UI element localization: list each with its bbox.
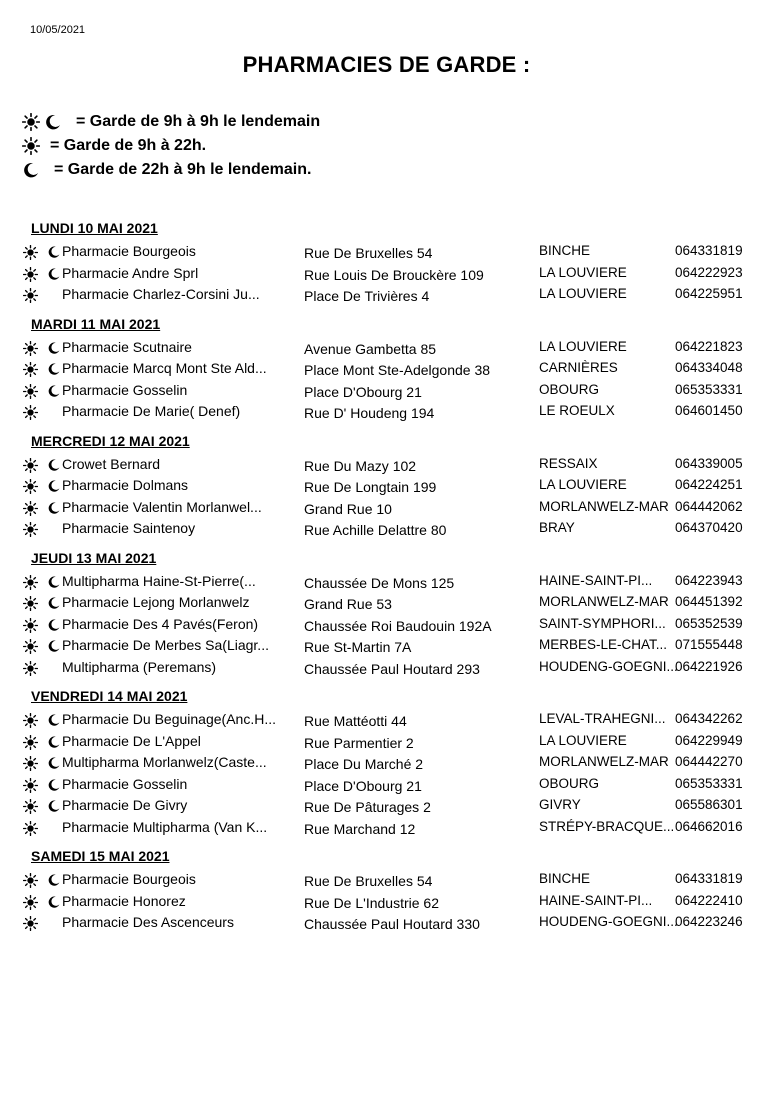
legend-text: = Garde de 9h à 9h le lendemain	[76, 113, 321, 130]
pharmacy-street: Rue Louis De Brouckère 109	[304, 266, 484, 283]
pharmacy-row	[0, 816, 773, 838]
pharmacy-phone: 064331819	[675, 243, 743, 258]
pharmacy-street: Place D'Obourg 21	[304, 777, 422, 794]
pharmacy-name: Pharmacie De Givry	[62, 797, 188, 813]
day-section	[0, 310, 773, 422]
moon-icon	[47, 362, 61, 376]
moon-icon	[47, 596, 61, 610]
sun-icon	[23, 575, 38, 590]
pharmacy-city: HAINE-SAINT-PI...	[539, 892, 653, 908]
pharmacy-city: HOUDENG-GOEGNI...	[539, 914, 678, 929]
day-heading: JEUDI 13 MAI 2021	[31, 549, 157, 566]
pharmacy-row	[0, 336, 773, 358]
pharmacy-phone: 064221926	[675, 658, 743, 674]
pharmacy-name: Pharmacie Des Ascenceurs	[62, 914, 234, 930]
pharmacy-street: Rue De Bruxelles 54	[304, 873, 433, 889]
pharmacy-phone: 064662016	[675, 818, 743, 834]
pharmacy-name: Multipharma Morlanwelz(Caste...	[62, 754, 267, 770]
pharmacy-city: LA LOUVIERE	[539, 477, 627, 492]
sun-icon	[23, 895, 38, 910]
pharmacy-name: Pharmacie De Marie( Denef)	[62, 403, 241, 419]
pharmacy-street: Rue Parmentier 2	[304, 734, 414, 751]
pharmacy-street: Rue Mattéotti 44	[304, 713, 407, 729]
pharmacy-street: Place D'Obourg 21	[304, 383, 422, 400]
pharmacy-street: Rue De Pâturages 2	[304, 799, 431, 815]
sun-icon	[23, 639, 38, 654]
pharmacy-row	[0, 613, 773, 635]
pharmacy-street: Chaussée De Mons 125	[304, 574, 455, 591]
moon-icon	[47, 479, 61, 493]
pharmacy-phone: 064224251	[675, 477, 743, 492]
sun-icon	[23, 479, 38, 494]
pharmacy-row	[0, 911, 773, 933]
pharmacy-row	[0, 496, 773, 518]
pharmacy-phone: 064225951	[675, 286, 743, 301]
pharmacy-city: OBOURG	[539, 381, 600, 397]
pharmacy-phone: 071555448	[675, 637, 743, 652]
pharmacy-phone: 064342262	[675, 711, 743, 726]
pharmacy-city: OBOURG	[539, 775, 600, 791]
pharmacy-row	[0, 357, 773, 379]
pharmacy-row	[0, 474, 773, 496]
pharmacy-row	[0, 890, 773, 912]
pharmacy-name: Pharmacie Des 4 Pavés(Feron)	[62, 615, 259, 632]
pharmacy-name: Multipharma Haine-St-Pierre(...	[62, 572, 256, 589]
day-heading: MERCREDI 12 MAI 2021	[31, 432, 190, 449]
pharmacy-city: SAINT-SYMPHORI...	[539, 615, 666, 631]
sun-icon	[23, 458, 38, 473]
day-section	[0, 682, 773, 837]
sun-icon	[23, 756, 38, 771]
sun-icon	[23, 713, 38, 728]
pharmacy-phone: 064229949	[675, 732, 743, 748]
sun-icon	[23, 501, 38, 516]
moon-icon	[47, 799, 61, 813]
pharmacy-name: Pharmacie Marcq Mont Ste Ald...	[62, 360, 267, 376]
pharmacy-street: Rue Achille Delattre 80	[304, 522, 447, 538]
moon-icon	[47, 713, 61, 727]
pharmacy-name: Pharmacie Saintenoy	[62, 520, 196, 536]
sun-icon	[23, 405, 38, 420]
pharmacy-street: Rue De L'Industrie 62	[304, 894, 439, 911]
sun-icon	[22, 113, 40, 131]
pharmacy-street: Grand Rue 10	[304, 500, 392, 517]
pharmacy-phone: 064442270	[675, 754, 743, 769]
pharmacy-city: STRÉPY-BRACQUE...	[539, 818, 675, 834]
day-section	[0, 427, 773, 539]
moon-icon	[44, 113, 62, 131]
day-heading: MARDI 11 MAI 2021	[31, 315, 161, 332]
sun-icon	[23, 778, 38, 793]
pharmacy-row	[0, 656, 773, 678]
pharmacy-street: Rue Du Mazy 102	[304, 457, 417, 474]
pharmacy-phone: 064223246	[675, 914, 743, 929]
pharmacy-row	[0, 794, 773, 816]
sun-icon	[23, 288, 38, 303]
sun-icon	[23, 362, 38, 377]
moon-icon	[47, 756, 61, 770]
moon-icon	[47, 501, 61, 515]
moon-icon	[47, 575, 61, 589]
pharmacy-row	[0, 379, 773, 401]
day-section	[0, 544, 773, 678]
pharmacy-city: MORLANWELZ-MAR	[539, 754, 669, 769]
sun-icon	[23, 873, 38, 888]
day-heading: VENDREDI 14 MAI 2021	[31, 688, 188, 704]
pharmacy-row	[0, 591, 773, 613]
pharmacy-city: HOUDENG-GOEGNI...	[539, 658, 678, 674]
pharmacy-name: Pharmacie Bourgeois	[62, 871, 196, 887]
pharmacy-phone: 065353331	[675, 775, 743, 791]
pharmacy-name: Pharmacie Charlez-Corsini Ju...	[62, 286, 260, 302]
pharmacy-phone: 064221823	[675, 338, 743, 354]
pharmacy-city: MERBES-LE-CHAT...	[539, 637, 668, 652]
sun-icon	[23, 596, 38, 611]
moon-icon	[47, 458, 61, 472]
sun-icon	[23, 618, 38, 633]
pharmacy-phone: 065586301	[675, 797, 743, 812]
sun-icon	[23, 522, 38, 537]
pharmacy-city: LEVAL-TRAHEGNI...	[539, 711, 666, 726]
pharmacy-row	[0, 868, 773, 890]
pharmacy-name: Pharmacie Bourgeois	[62, 243, 196, 259]
pharmacy-city: GIVRY	[539, 797, 581, 812]
pharmacy-street: Chaussée Roi Baudouin 192A	[304, 617, 492, 634]
pharmacy-street: Chaussée Paul Houtard 293	[304, 660, 480, 677]
pharmacy-phone: 065353331	[675, 381, 743, 397]
pharmacy-name: Multipharma (Peremans)	[62, 658, 217, 675]
sun-icon	[23, 799, 38, 814]
pharmacy-phone: 064601450	[675, 403, 743, 418]
pharmacy-street: Place Mont Ste-Adelgonde 38	[304, 362, 491, 378]
legend-row-day-night	[22, 110, 320, 134]
pharmacy-city: BINCHE	[539, 871, 591, 886]
pharmacy-street: Chaussée Paul Houtard 330	[304, 916, 480, 932]
pharmacy-city: MORLANWELZ-MAR	[539, 594, 669, 609]
pharmacy-city: HAINE-SAINT-PI...	[539, 572, 653, 588]
pharmacy-street: Place Du Marché 2	[304, 756, 424, 772]
pharmacy-city: BINCHE	[539, 243, 591, 258]
sun-icon	[23, 735, 38, 750]
legend-row-night	[22, 158, 320, 182]
pharmacy-phone: 065352539	[675, 615, 743, 631]
day-section	[0, 214, 773, 305]
pharmacy-name: Pharmacie Scutnaire	[62, 338, 192, 355]
pharmacy-street: Grand Rue 53	[304, 596, 392, 612]
pharmacy-row	[0, 730, 773, 752]
pharmacy-name: Pharmacie Valentin Morlanwel...	[62, 498, 262, 515]
pharmacy-street: Rue Marchand 12	[304, 820, 416, 837]
pharmacy-row	[0, 453, 773, 475]
sun-icon	[23, 661, 38, 676]
moon-icon	[47, 384, 61, 398]
pharmacy-phone: 064222410	[675, 892, 743, 908]
pharmacy-city: LA LOUVIERE	[539, 264, 627, 280]
day-heading: SAMEDI 15 MAI 2021	[31, 848, 170, 864]
legend-text: = Garde de 9h à 22h.	[50, 137, 207, 154]
document-date: 10/05/2021	[30, 24, 86, 36]
sun-icon	[23, 384, 38, 399]
pharmacy-row	[0, 751, 773, 773]
pharmacy-name: Pharmacie Lejong Morlanwelz	[62, 594, 250, 610]
pharmacy-row	[0, 773, 773, 795]
moon-icon	[47, 873, 61, 887]
moon-icon	[47, 735, 61, 749]
pharmacy-row	[0, 517, 773, 539]
pharmacy-row	[0, 708, 773, 730]
pharmacy-city: LE ROEULX	[539, 403, 615, 418]
sun-icon	[22, 137, 40, 155]
pharmacy-street: Rue D' Houdeng 194	[304, 405, 435, 421]
moon-icon	[47, 267, 61, 281]
moon-icon	[47, 618, 61, 632]
pharmacy-city: LA LOUVIERE	[539, 338, 627, 354]
pharmacy-name: Pharmacie Dolmans	[62, 477, 189, 493]
pharmacy-row	[0, 262, 773, 284]
sun-icon	[23, 267, 38, 282]
pharmacy-name: Pharmacie De L'Appel	[62, 732, 201, 749]
pharmacy-city: MORLANWELZ-MAR	[539, 498, 669, 514]
pharmacy-row	[0, 634, 773, 656]
pharmacy-name: Pharmacie Multipharma (Van K...	[62, 818, 268, 835]
pharmacy-name: Pharmacie Gosselin	[62, 381, 188, 398]
pharmacy-name: Crowet Bernard	[62, 455, 161, 472]
sun-icon	[23, 821, 38, 836]
pharmacy-street: Avenue Gambetta 85	[304, 340, 437, 357]
pharmacy-row	[0, 570, 773, 592]
pharmacy-city: LA LOUVIERE	[539, 732, 627, 748]
day-section	[0, 842, 773, 933]
moon-icon	[22, 161, 40, 179]
moon-icon	[47, 895, 61, 909]
pharmacy-phone: 064451392	[675, 594, 743, 609]
pharmacy-phone: 064442062	[675, 498, 743, 514]
moon-icon	[47, 341, 61, 355]
pharmacy-street: Rue De Longtain 199	[304, 479, 437, 495]
moon-icon	[47, 778, 61, 792]
pharmacy-name: Pharmacie Gosselin	[62, 775, 188, 792]
pharmacy-name: Pharmacie Andre Sprl	[62, 264, 199, 281]
pharmacy-phone: 064334048	[675, 360, 743, 375]
legend-text: = Garde de 22h à 9h le lendemain.	[54, 161, 312, 178]
pharmacy-city: BRAY	[539, 520, 575, 535]
pharmacy-row	[0, 283, 773, 305]
pharmacy-city: LA LOUVIERE	[539, 286, 627, 301]
pharmacy-phone: 064222923	[675, 264, 743, 280]
pharmacy-phone: 064339005	[675, 455, 743, 471]
pharmacy-street: Place De Trivières 4	[304, 288, 430, 304]
pharmacy-name: Pharmacie Honorez	[62, 892, 186, 909]
pharmacy-phone: 064331819	[675, 871, 743, 886]
pharmacy-street: Rue St-Martin 7A	[304, 639, 412, 655]
moon-icon	[47, 245, 61, 259]
pharmacy-phone: 064223943	[675, 572, 743, 588]
pharmacy-row	[0, 400, 773, 422]
pharmacy-name: Pharmacie De Merbes Sa(Liagr...	[62, 637, 269, 653]
duty-schedule	[0, 214, 773, 938]
pharmacy-phone: 064370420	[675, 520, 743, 535]
pharmacy-name: Pharmacie Du Beguinage(Anc.H...	[62, 711, 276, 727]
day-heading: LUNDI 10 MAI 2021	[31, 220, 158, 236]
page-title: PHARMACIES DE GARDE :	[242, 52, 531, 77]
legend	[22, 110, 320, 182]
legend-row-day	[22, 134, 320, 158]
pharmacy-city: CARNIÈRES	[539, 360, 618, 375]
pharmacy-street: Rue De Bruxelles 54	[304, 245, 433, 261]
pharmacy-city: RESSAIX	[539, 455, 598, 471]
sun-icon	[23, 341, 38, 356]
sun-icon	[23, 245, 38, 260]
sun-icon	[23, 916, 38, 931]
pharmacy-row	[0, 240, 773, 262]
moon-icon	[47, 639, 61, 653]
